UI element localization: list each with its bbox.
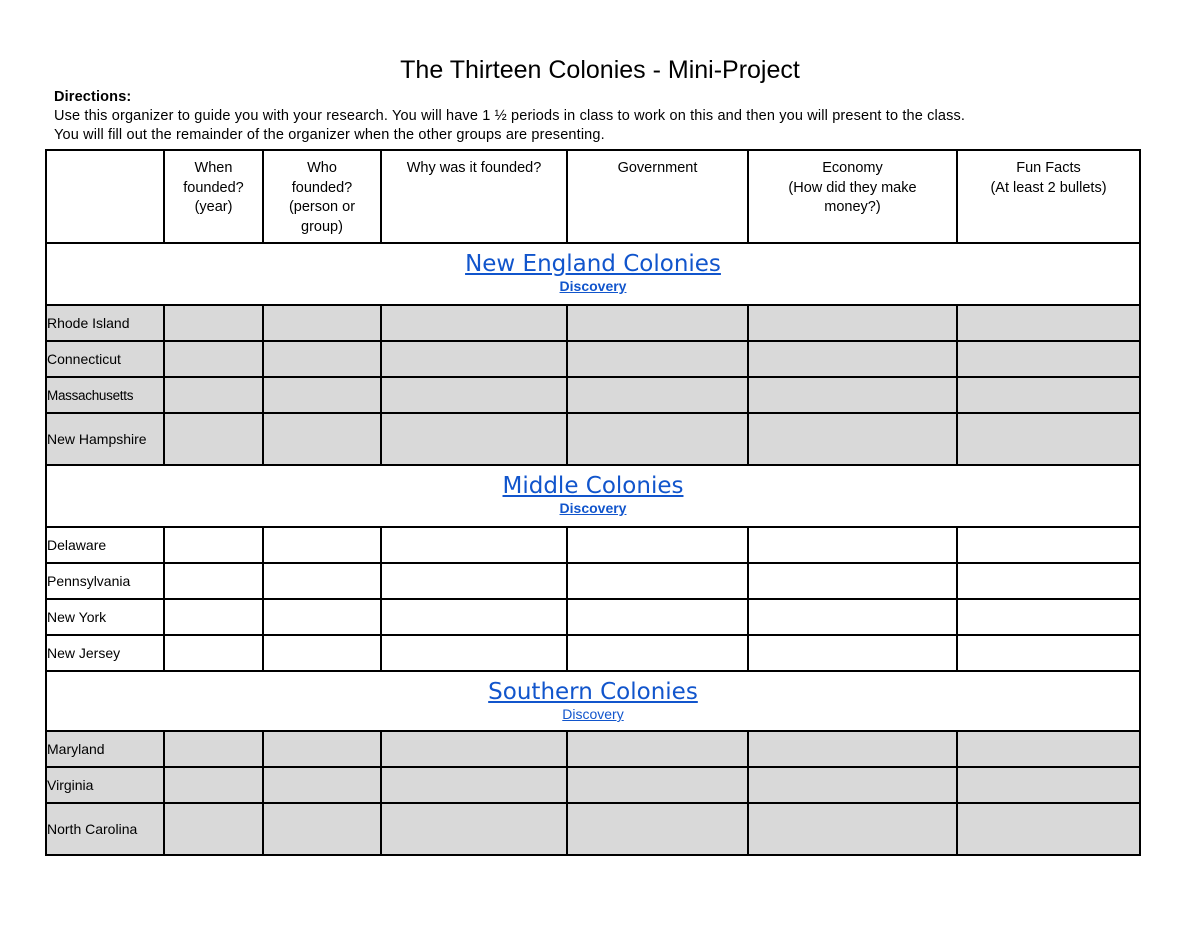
colonies-organizer-table [45,149,1141,856]
table-row [46,635,1140,671]
colony-name: Pennsylvania [46,563,164,599]
section-title-middle[interactable]: Middle Colonies [502,473,684,499]
directions-line-2: You will fill out the remainder of the organizer when the other groups are presenting. [54,127,605,143]
colony-name: North Carolina [46,803,164,855]
header-row [46,150,1140,243]
colony-name: Virginia [46,767,164,803]
discovery-link-middle[interactable]: Discovery [559,500,627,516]
directions [54,88,1154,145]
section-title-southern[interactable]: Southern Colonies [488,679,698,705]
header-when-founded: When founded? (year) [164,150,263,243]
table-row [46,305,1140,341]
colony-name: Connecticut [46,341,164,377]
header-government: Government [567,150,748,243]
colony-name: Maryland [46,731,164,767]
table-row [46,563,1140,599]
header-who-founded: Who founded? (person or group) [263,150,381,243]
table-row [46,767,1140,803]
table-row [46,599,1140,635]
section-row-southern [46,671,1140,731]
page-title: The Thirteen Colonies - Mini-Project [400,56,800,84]
section-row-middle [46,465,1140,527]
header-why-founded: Why was it founded? [381,150,567,243]
table-row [46,731,1140,767]
table-row [46,341,1140,377]
colony-name: New Hampshire [46,413,164,465]
colony-name: Massachusetts [46,377,164,413]
discovery-link-southern[interactable]: Discovery [562,706,624,722]
colony-name: New York [46,599,164,635]
header-blank [46,150,164,243]
table-row [46,413,1140,465]
table-row [46,377,1140,413]
section-title-new-england[interactable]: New England Colonies [465,251,721,277]
section-row-new-england [46,243,1140,305]
discovery-link-new-england[interactable]: Discovery [559,278,627,294]
colony-name: Rhode Island [46,305,164,341]
table-row [46,803,1140,855]
colony-name: Delaware [46,527,164,563]
header-economy: Economy (How did they make money?) [748,150,957,243]
table-row [46,527,1140,563]
colony-name: New Jersey [46,635,164,671]
directions-line-1: Use this organizer to guide you with your research. You will have 1 ½ periods in class to work on this and then you will present to the class. [54,108,966,124]
directions-heading: Directions: [54,89,132,105]
header-fun-facts: Fun Facts (At least 2 bullets) [957,150,1140,243]
